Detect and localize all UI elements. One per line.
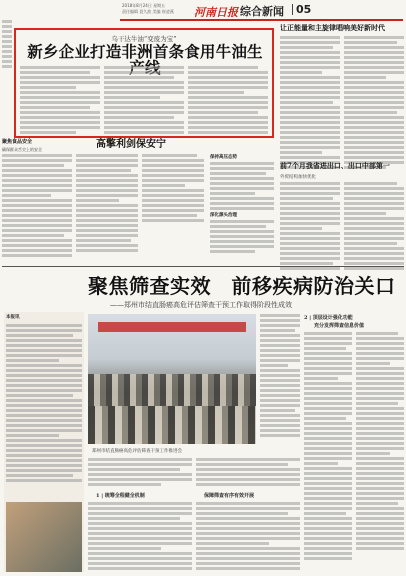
photo-side-text	[260, 314, 300, 444]
feature-left-column	[4, 312, 84, 572]
mid-story-2	[76, 140, 276, 260]
section-1	[88, 458, 192, 574]
section-2-title: 2 | 顶层设计强化功能	[304, 315, 353, 321]
mid-subhead-1: 保持高压态势	[210, 155, 237, 160]
paper-logo: 河南日报	[194, 6, 238, 19]
left-column-top	[2, 20, 12, 120]
masthead	[0, 0, 406, 22]
left-photo	[6, 502, 82, 572]
section-1-title: 1 | 统筹全程健全机制	[96, 493, 145, 499]
kicker: 乌干达牛油“变废为宝”	[111, 35, 177, 43]
right-headline-1: 让正能量和主旋律唱响美好新时代	[280, 23, 385, 32]
top-story	[14, 28, 274, 138]
date-line: 2018年8月24日 星期五	[122, 3, 166, 8]
left-label: 本报讯	[6, 315, 20, 320]
left-column-mid	[2, 140, 72, 260]
group-photo	[88, 314, 256, 444]
headline: 新乡企业打造非洲首条食用牛油生	[27, 42, 263, 61]
feature	[0, 268, 406, 576]
mid-subhead-2: 深化源头治理	[210, 213, 237, 218]
section-3	[196, 458, 300, 574]
mid-headline-2: 高擎利剑保安宁	[96, 139, 166, 150]
page-number: 05	[296, 3, 312, 16]
right-headline-2: 前7个月我省进出口、出口中部第一	[280, 161, 390, 170]
section-name: 综合新闻	[240, 5, 284, 18]
right-story-2	[280, 162, 404, 272]
section-3-title: 保障筛查有序有效开展	[204, 493, 255, 499]
section-2	[304, 314, 404, 574]
photo-caption: 郑州市结直肠癌高危评估筛查干预工作推进会	[92, 449, 182, 454]
feature-subhead: ——郑州市结直肠癌高危评估筛查干预工作取得阶段性成效	[110, 301, 292, 309]
mid-left-headline: 聚焦食品安全	[2, 139, 33, 145]
section-2-subtitle: 充分发挥筛查信息价值	[314, 323, 365, 329]
right-story-1	[280, 24, 404, 174]
feature-headline: 聚焦筛查实效 前移疾病防治关口	[88, 274, 396, 298]
editor-line: 责任编辑 聂久波 美编 崔凌燕	[122, 9, 174, 14]
right-subhead-2: 外贸结构加快优化	[280, 175, 316, 180]
mid-left-subhead: 确保群众舌尖上的安全	[2, 147, 42, 152]
